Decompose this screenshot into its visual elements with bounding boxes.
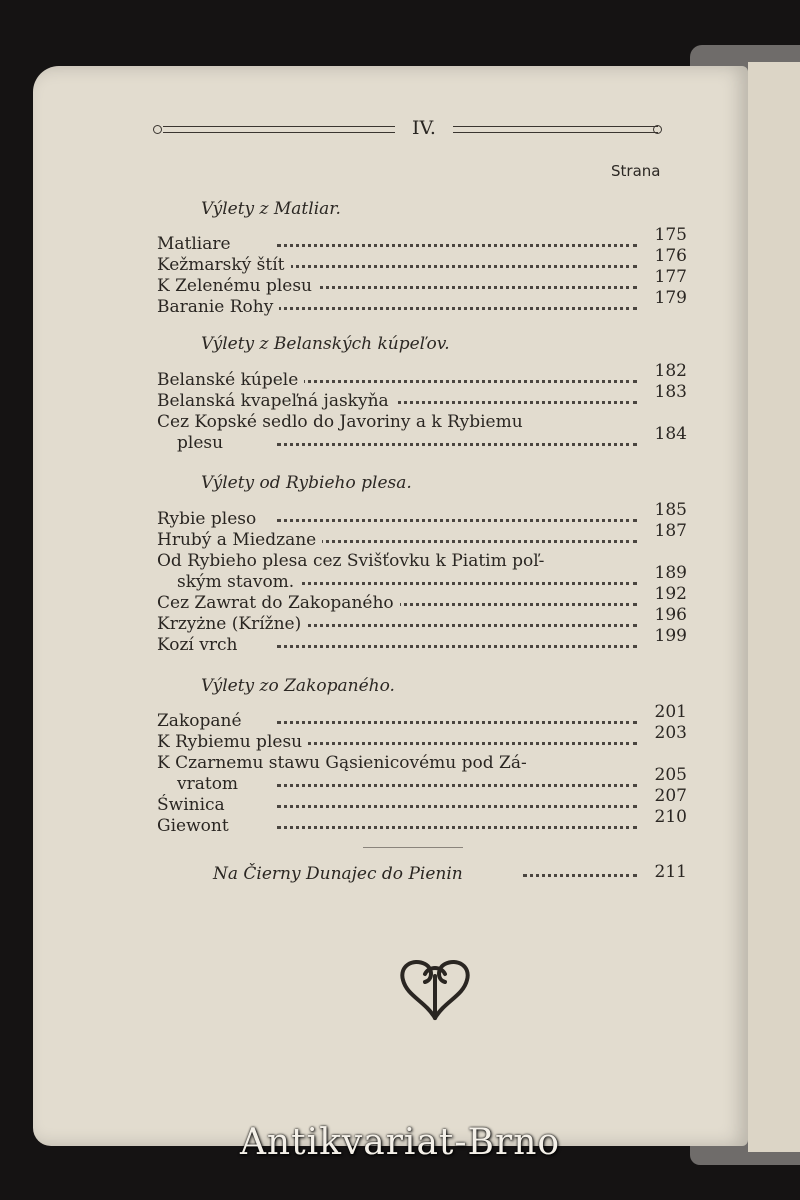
header-rule-right: [453, 126, 658, 133]
toc-entry: [157, 807, 687, 838]
entry-page: 207: [654, 786, 687, 806]
toc-entry: [157, 563, 687, 594]
entry-title: Baranie Rohy: [157, 297, 279, 317]
toc-entry: [157, 626, 687, 657]
toc-entry: [157, 267, 687, 298]
leader-dots: [277, 582, 637, 585]
page-number-roman: IV.: [412, 117, 436, 139]
toc-entry: [157, 723, 687, 754]
leader-dots: [277, 244, 637, 247]
next-page-edge: [748, 62, 800, 1152]
entry-title: Krzyżne (Krížne): [157, 614, 307, 634]
entry-page: 182: [654, 361, 687, 381]
entry-title: Kežmarský štít: [157, 255, 291, 275]
leader-dots: [277, 624, 637, 627]
entry-title: Belanské kúpele: [157, 370, 304, 390]
entry-title: Hrubý a Miedzane: [157, 530, 322, 550]
entry-title: Cez Zawrat do Zakopaného: [157, 593, 400, 613]
toc-entry-final: [213, 864, 687, 886]
toc-entry: [157, 605, 687, 636]
entry-title: Giewont: [157, 816, 235, 836]
entry-title: Matliare: [157, 234, 237, 254]
entry-page: 177: [654, 267, 687, 287]
leader-dots: [277, 380, 637, 383]
toc-entry: [157, 361, 687, 392]
entry-title: Od Rybieho plesa cez Svišťovku k Piatim poľ-: [157, 551, 550, 571]
entry-page: 205: [654, 765, 687, 785]
entry-title: Cez Kopské sedlo do Javoriny a k Rybiemu: [157, 412, 529, 432]
entry-title: K Rybiemu plesu: [157, 732, 308, 752]
entry-page: 203: [654, 723, 687, 743]
leader-dots: [277, 307, 637, 310]
entry-page: 179: [654, 288, 687, 308]
entry-page: 211: [654, 862, 687, 882]
entry-title: Świnica: [157, 795, 231, 815]
leader-dots: [277, 645, 637, 648]
page-column-label: Strana: [611, 162, 661, 180]
toc-entry: [157, 551, 687, 573]
toc-entry: [157, 382, 687, 413]
entry-title: Na Čierny Dunajec do Pienin: [213, 864, 469, 884]
entry-page: 184: [654, 424, 687, 444]
leader-dots: [277, 784, 637, 787]
toc-entry: [157, 753, 687, 775]
entry-page: 201: [654, 702, 687, 722]
entry-title: Belanská kvapeľná jaskyňa: [157, 391, 395, 411]
watermark-text: Antikvariat-Brno: [239, 1122, 561, 1163]
entry-title: plesu: [177, 433, 229, 453]
entry-title: ským stavom.: [177, 572, 300, 592]
leader-dots: [277, 826, 637, 829]
entry-title: Rybie pleso: [157, 509, 262, 529]
section-title: Výlety od Rybieho plesa.: [201, 473, 412, 493]
section-title: Výlety z Matliar.: [201, 199, 341, 219]
toc-entry: [157, 765, 687, 796]
section-title: Výlety z Belanských kúpeľov.: [201, 334, 450, 354]
entry-page: 199: [654, 626, 687, 646]
leader-dots: [277, 742, 637, 745]
toc-entry: [157, 412, 687, 434]
toc-entry: [157, 521, 687, 552]
entry-title: K Czarnemu stawu Gąsienicovému pod Zá-: [157, 753, 533, 773]
entry-page: 210: [654, 807, 687, 827]
leader-dots: [277, 286, 637, 289]
entry-title: K Zelenému plesu: [157, 276, 318, 296]
entry-title: Zakopané: [157, 711, 248, 731]
entry-title: vratom: [177, 774, 244, 794]
section-divider: [363, 847, 463, 848]
entry-page: 185: [654, 500, 687, 520]
book-page: [33, 66, 748, 1146]
toc-entry: [157, 702, 687, 733]
leader-dots: [277, 519, 637, 522]
entry-page: 189: [654, 563, 687, 583]
toc-entry: [157, 225, 687, 256]
entry-page: 183: [654, 382, 687, 402]
art-nouveau-ornament-icon: [395, 946, 475, 1026]
leader-dots: [277, 443, 637, 446]
toc-entry: [157, 500, 687, 531]
header-ring-left-icon: [153, 125, 162, 134]
leader-dots: [277, 540, 637, 543]
toc-entry: [157, 424, 687, 455]
entry-page: 176: [654, 246, 687, 266]
entry-title: Kozí vrch: [157, 635, 243, 655]
toc-entry: [157, 288, 687, 319]
toc-entry: [157, 786, 687, 817]
page-header: [153, 119, 673, 139]
leader-dots: [277, 265, 637, 268]
entry-page: 196: [654, 605, 687, 625]
section-title: Výlety zo Zakopaného.: [201, 676, 395, 696]
leader-dots: [277, 805, 637, 808]
entry-page: 192: [654, 584, 687, 604]
header-rule-left: [163, 126, 395, 133]
entry-page: 187: [654, 521, 687, 541]
header-ring-right-icon: [653, 125, 662, 134]
toc-entry: [157, 584, 687, 615]
leader-dots: [523, 874, 637, 877]
toc-entry: [157, 246, 687, 277]
entry-page: 175: [654, 225, 687, 245]
leader-dots: [277, 721, 637, 724]
